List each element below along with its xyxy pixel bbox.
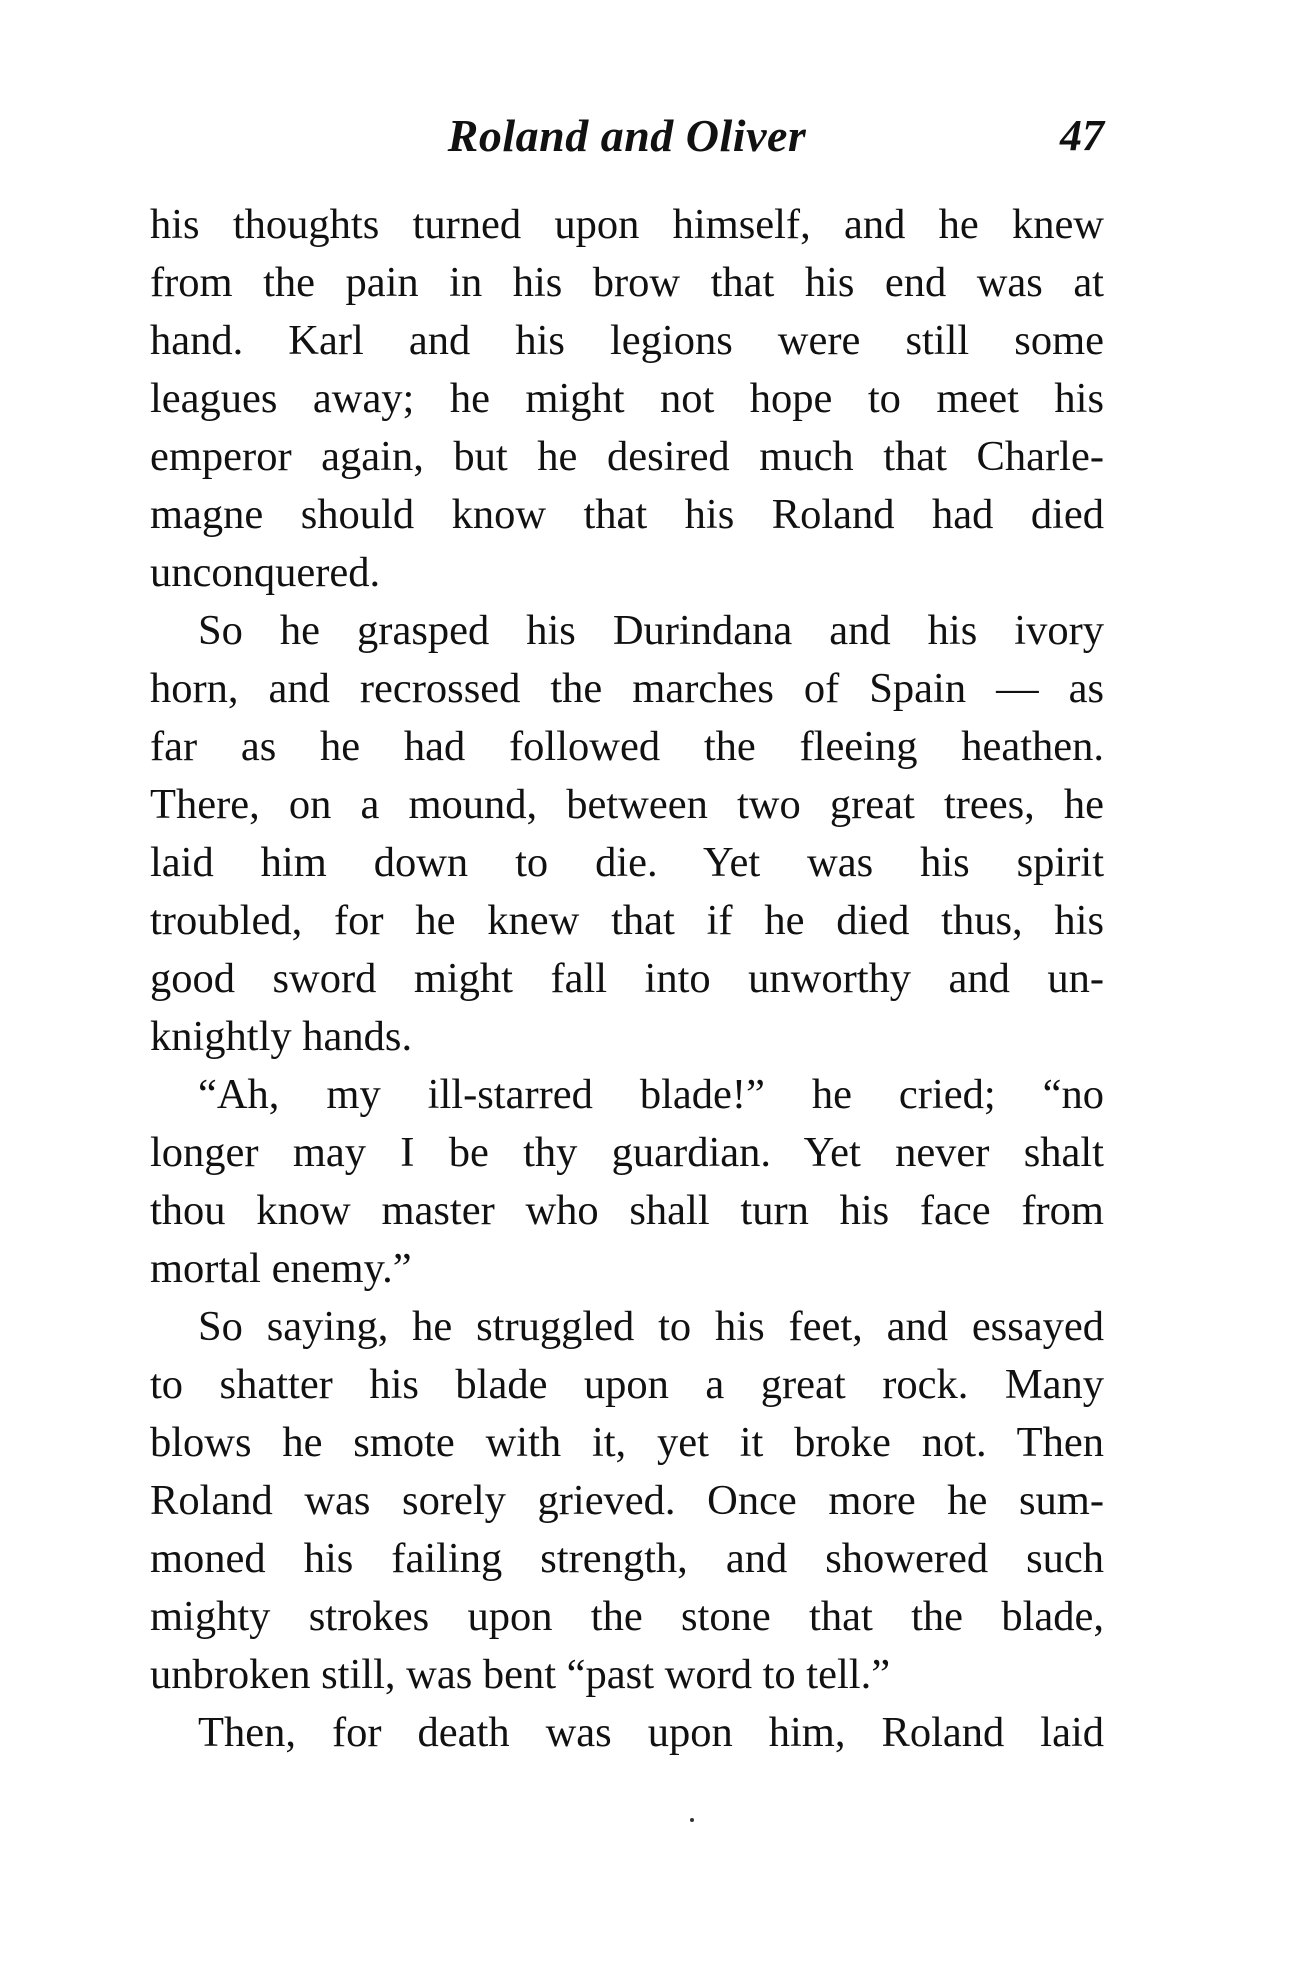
- text-line: emperor again, but he desired much that Charle-: [150, 433, 1104, 480]
- text-line: So saying, he struggled to his feet, and essayed: [198, 1303, 1104, 1350]
- text-line: thou know master who shall turn his face from: [150, 1187, 1104, 1234]
- text-line: from the pain in his brow that his end was at: [150, 259, 1104, 306]
- text-line: leagues away; he might not hope to meet his: [150, 375, 1104, 422]
- text-line: knightly hands.: [150, 1013, 413, 1060]
- text-line: hand. Karl and his legions were still some: [150, 317, 1104, 364]
- text-line: troubled, for he knew that if he died thus, his: [150, 897, 1104, 944]
- text-line: mighty strokes upon the stone that the blade,: [150, 1593, 1104, 1640]
- text-line: Roland was sorely grieved. Once more he sum-: [150, 1477, 1104, 1524]
- print-speck: [690, 1818, 694, 1822]
- text-line: magne should know that his Roland had died: [150, 491, 1104, 538]
- paragraph-4: [150, 1298, 1104, 1704]
- text-line: unbroken still, was bent “past word to tell.”: [150, 1651, 891, 1698]
- paragraph-1: [150, 196, 1104, 602]
- running-head: [150, 106, 1104, 166]
- text-line: mortal enemy.”: [150, 1245, 412, 1292]
- paragraph-3: [150, 1066, 1104, 1298]
- body-text: [150, 196, 1104, 1762]
- text-line: his thoughts turned upon himself, and he knew: [150, 201, 1104, 248]
- text-line: blows he smote with it, yet it broke not. Then: [150, 1419, 1104, 1466]
- paragraph-5: [150, 1704, 1104, 1762]
- text-line: to shatter his blade upon a great rock. Many: [150, 1361, 1104, 1408]
- text-line: longer may I be thy guardian. Yet never shalt: [150, 1129, 1104, 1176]
- text-line: laid him down to die. Yet was his spirit: [150, 839, 1104, 886]
- text-line: far as he had followed the fleeing heathen.: [150, 723, 1104, 770]
- text-line: unconquered.: [150, 549, 381, 596]
- text-line: “Ah, my ill-starred blade!” he cried; “no: [198, 1071, 1104, 1118]
- running-title: Roland and Oliver: [447, 110, 807, 161]
- text-line: Then, for death was upon him, Roland laid: [198, 1709, 1104, 1756]
- text-line: moned his failing strength, and showered such: [150, 1535, 1104, 1582]
- text-line: horn, and recrossed the marches of Spain — as: [150, 665, 1104, 712]
- paragraph-2: [150, 602, 1104, 1066]
- text-line: good sword might fall into unworthy and un-: [150, 955, 1104, 1002]
- text-line: So he grasped his Durindana and his ivory: [198, 607, 1104, 654]
- page-number: 47: [1060, 111, 1104, 160]
- text-line: There, on a mound, between two great trees, he: [150, 781, 1104, 828]
